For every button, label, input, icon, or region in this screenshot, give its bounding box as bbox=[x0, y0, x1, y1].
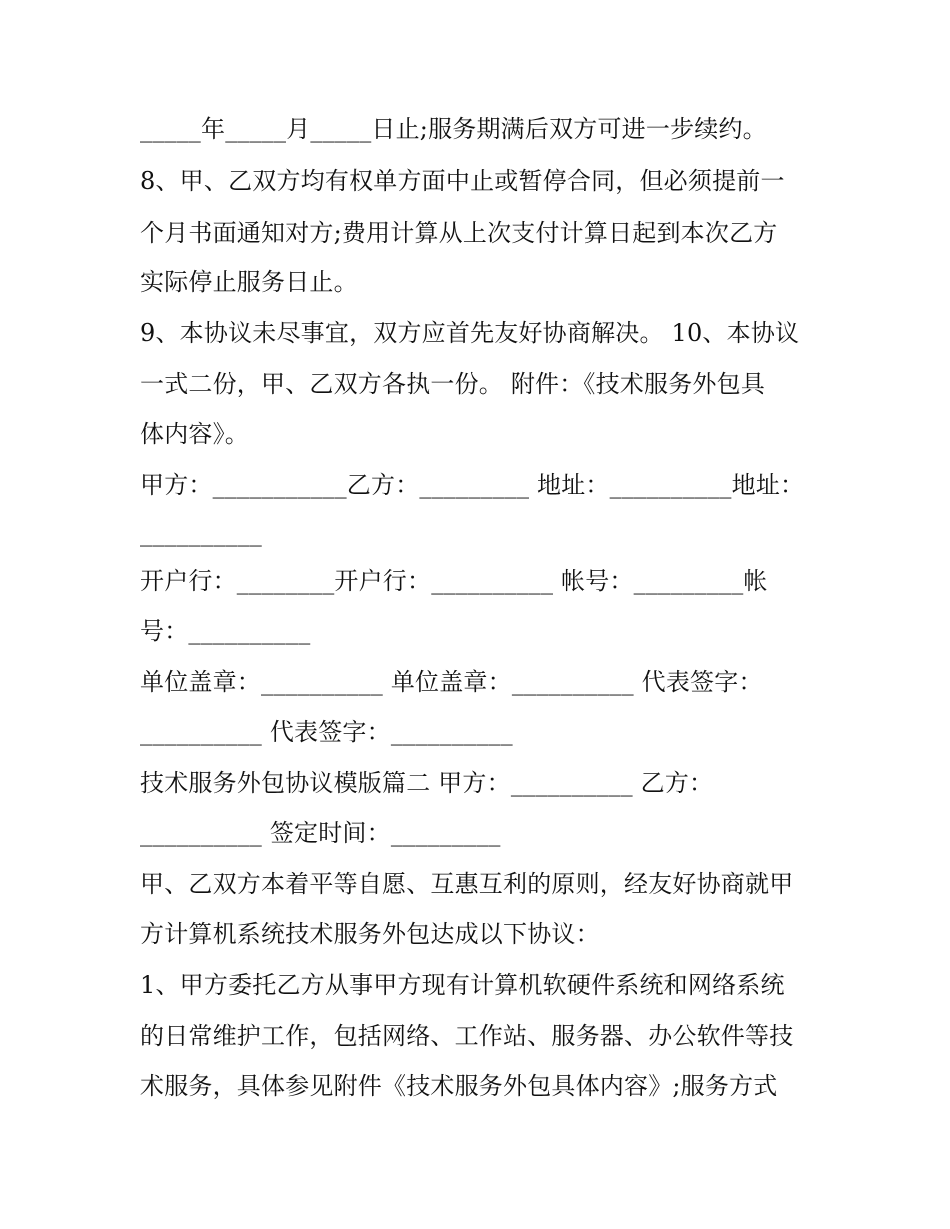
text-line: __________ bbox=[140, 519, 262, 547]
text-line: 方计算机系统技术服务外包达成以下协议： bbox=[140, 920, 600, 948]
text-line: 体内容》。 bbox=[140, 420, 249, 448]
text-line: 的日常维护工作，包括网络、工作站、服务器、办公软件等技 bbox=[140, 1022, 794, 1050]
text-line: 单位盖章：__________ 单位盖章：__________ 代表签字： bbox=[140, 668, 763, 696]
text-line: 个月书面通知对方;费用计算从上次支付计算日起到本次乙方 bbox=[140, 219, 778, 247]
text-line: 9、本协议未尽事宜，双方应首先友好协商解决。 10、本协议 bbox=[140, 319, 800, 347]
text-line: 开户行：________开户行：__________ 帐号：_________帐 bbox=[140, 567, 768, 595]
text-line: __________ 代表签字：__________ bbox=[140, 718, 513, 746]
text-line: 术服务，具体参见附件《技术服务外包具体内容》;服务方式 bbox=[140, 1072, 778, 1100]
text-line: 8、甲、乙双方均有权单方面中止或暂停合同，但必须提前一 bbox=[140, 167, 785, 195]
text-line: 号：__________ bbox=[140, 617, 311, 645]
text-line: 技术服务外包协议模版篇二 甲方：__________ 乙方： bbox=[140, 769, 714, 797]
text-line: 实际停止服务日止。 bbox=[140, 268, 358, 296]
text-line: 1、甲方委托乙方从事甲方现有计算机软硬件系统和网络系统 bbox=[140, 971, 785, 999]
text-line: __________ 签定时间：_________ bbox=[140, 819, 501, 847]
text-line: 甲、乙双方本着平等自愿、互惠互利的原则，经友好协商就甲 bbox=[140, 870, 794, 898]
text-line: _____年_____月_____日止;服务期满后双方可进一步续约。 bbox=[140, 115, 767, 143]
text-line: 甲方：___________乙方：_________ 地址：__________地址： bbox=[140, 471, 805, 499]
text-line: 一式二份，甲、乙双方各执一份。 附件：《技术服务外包具 bbox=[140, 370, 766, 398]
